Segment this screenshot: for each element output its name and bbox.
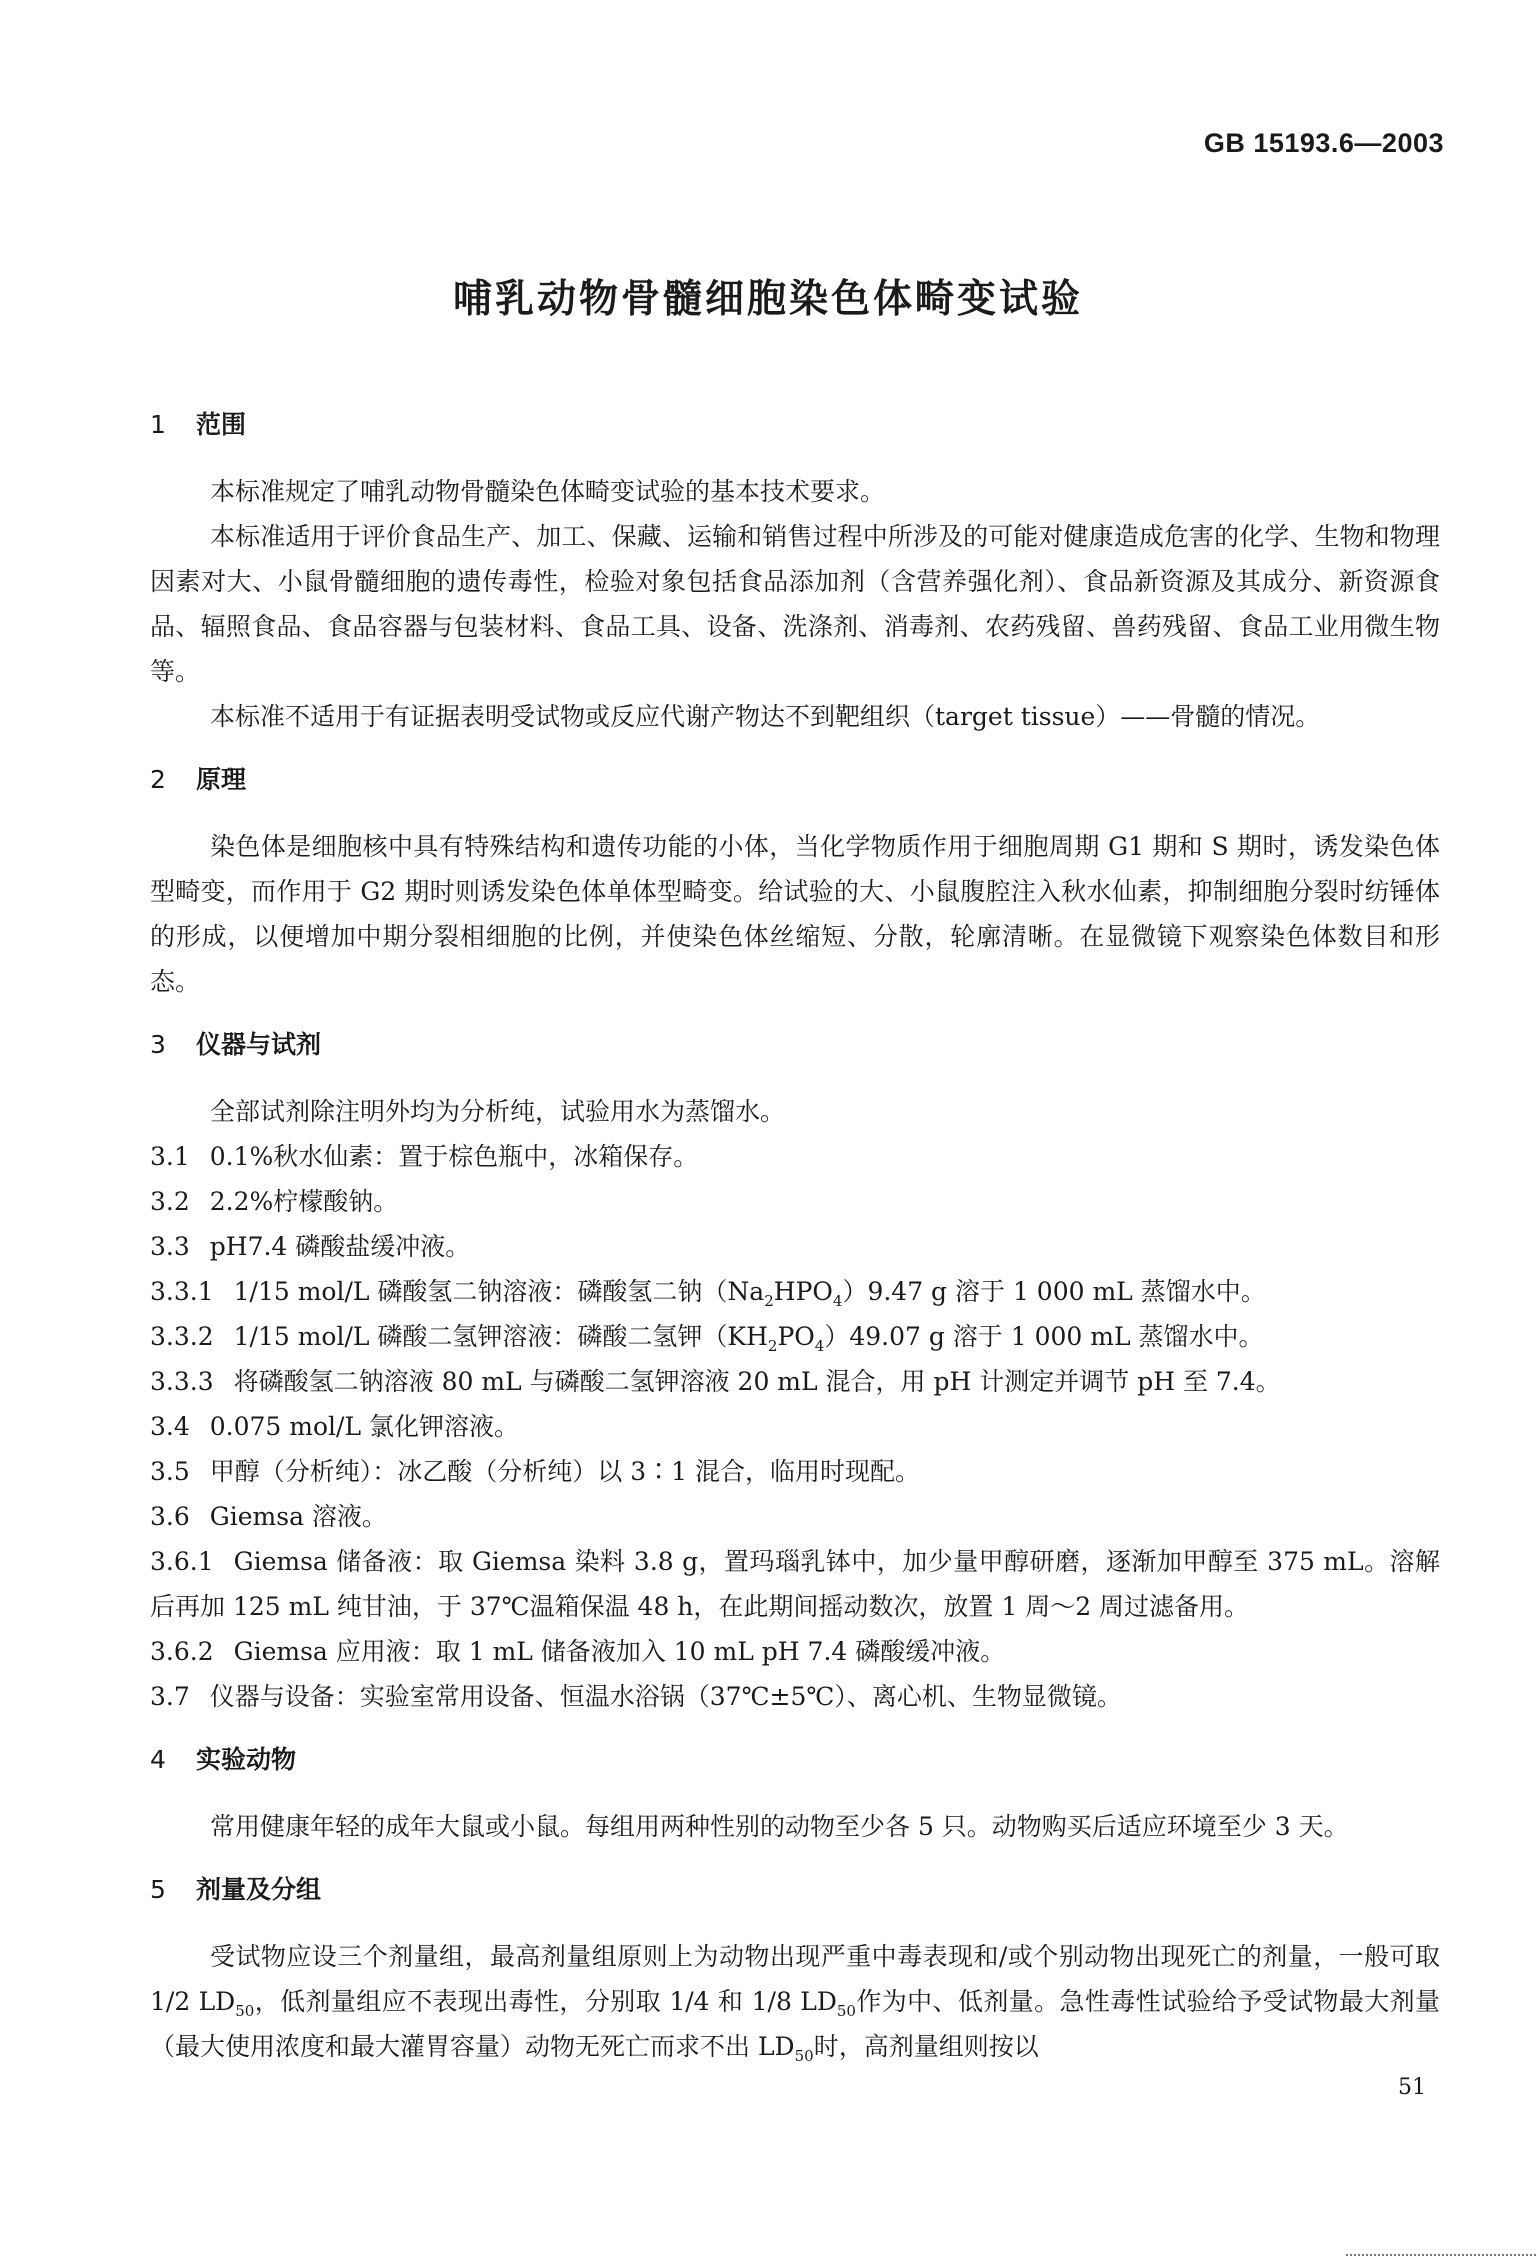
standard-code: GB 15193.6—2003	[1203, 128, 1444, 158]
item-text: ）9.47 g 溶于 1 000 mL 蒸馏水中。	[842, 1277, 1266, 1306]
section-title: 原理	[196, 765, 247, 794]
section-heading-scope	[150, 402, 1440, 447]
list-item	[150, 1179, 1440, 1224]
subscript: 2	[764, 1292, 774, 1310]
item-number: 3.2	[150, 1187, 190, 1216]
item-text: Giemsa 溶液。	[209, 1502, 387, 1531]
item-text: 2.2%柠檬酸钠。	[209, 1187, 399, 1216]
item-number: 3.5	[150, 1457, 190, 1486]
paragraph: 染色体是细胞核中具有特殊结构和遗传功能的小体，当化学物质作用于细胞周期 G1 期和 S 期时，诱发染色体型畸变，而作用于 G2 期时则诱发染色体单体型畸变。给试验的大、小鼠腹腔注入秋水仙素，抑制细胞分裂时纺锤体的形成，以便增加中期分裂相细胞的比例，并使染色体丝缩短、分散，轮廓清晰。在显微镜下观察染色体数目和形态。	[150, 832, 1440, 996]
list-item	[150, 1134, 1440, 1179]
section-number: 3	[150, 1030, 166, 1059]
document-body	[150, 402, 1440, 2069]
subscript: 2	[767, 1337, 778, 1355]
list-item	[150, 1539, 1440, 1629]
list-item	[150, 1674, 1440, 1719]
paragraph: 本标准适用于评价食品生产、加工、保藏、运输和销售过程中所涉及的可能对健康造成危害的化学、生物和物理因素对大、小鼠骨髓细胞的遗传毒性，检验对象包括食品添加剂（含营养强化剂）、食品新资源及其成分、新资源食品、辐照食品、食品容器与包装材料、食品工具、设备、洗涤剂、消毒剂、农药残留、兽药残留、食品工业用微生物等。	[150, 522, 1440, 686]
section-number: 5	[150, 1875, 166, 1904]
section-heading-animals	[150, 1737, 1440, 1782]
item-number: 3.6.1	[150, 1547, 214, 1576]
section-title: 实验动物	[196, 1745, 297, 1774]
item-number: 3.1	[150, 1142, 190, 1171]
section-title: 范围	[196, 410, 247, 439]
item-number: 3.6.2	[150, 1637, 214, 1666]
section-number: 1	[150, 410, 166, 439]
scan-edge-rule	[1346, 2254, 1536, 2258]
list-item	[150, 1494, 1440, 1539]
item-text: 1/15 mol/L 磷酸二氢钾溶液：磷酸二氢钾（KH	[233, 1322, 768, 1351]
item-text: Giemsa 储备液：取 Giemsa 染料 3.8 g，置玛瑙乳钵中，加少量甲醇研磨，逐渐加甲醇至 375 mL。溶解后再加 125 mL 纯甘油，于 37℃温箱保温 48 h，在此期间摇动数次，放置 1 周～2 周过滤备用。	[150, 1547, 1440, 1621]
section-title: 剂量及分组	[196, 1875, 322, 1904]
item-number: 3.6	[150, 1502, 190, 1531]
section-heading-instruments	[150, 1022, 1440, 1067]
section-heading-principle	[150, 757, 1440, 802]
item-number: 3.4	[150, 1412, 190, 1441]
list-item	[150, 1224, 1440, 1269]
paragraph-text: ，低剂量组应不表现出毒性，分别取 1/4 和 1/8 LD	[254, 1987, 837, 2016]
item-number: 3.3.2	[150, 1322, 214, 1351]
section-number: 4	[150, 1745, 166, 1774]
item-text: ）49.07 g 溶于 1 000 mL 蒸馏水中。	[824, 1322, 1264, 1351]
subscript: 4	[814, 1337, 825, 1355]
item-text: 0.1%秋水仙素：置于棕色瓶中，冰箱保存。	[209, 1142, 699, 1171]
paragraph: 本标准规定了哺乳动物骨髓染色体畸变试验的基本技术要求。	[210, 477, 886, 506]
item-text: 仪器与设备：实验室常用设备、恒温水浴锅（37℃±5℃）、离心机、生物显微镜。	[209, 1682, 1122, 1711]
section-heading-dosage	[150, 1867, 1440, 1912]
paragraph-text: 作为中、低剂量。急性毒性试验给予受试物最大剂量（最大使用浓度和最大灌胃容量）动物无死亡而求不出 LD	[150, 1987, 1441, 2061]
list-item	[150, 1404, 1440, 1449]
subscript: 50	[235, 2002, 255, 2020]
list-item	[150, 1359, 1440, 1404]
paragraph: 常用健康年轻的成年大鼠或小鼠。每组用两种性别的动物至少各 5 只。动物购买后适应环境至少 3 天。	[210, 1812, 1349, 1841]
paragraph-text: 受试物应设三个剂量组，最高剂量组原则上为动物出现严重中毒表现和/或个别动物出现死亡的剂量，一般可取 1/2 LD	[150, 1942, 1440, 2016]
item-number: 3.7	[150, 1682, 190, 1711]
subscript: 50	[794, 2047, 814, 2065]
item-text: HPO	[773, 1277, 833, 1306]
paragraph: 全部试剂除注明外均为分析纯，试验用水为蒸馏水。	[210, 1097, 786, 1126]
list-item	[150, 1629, 1440, 1674]
paragraph: 本标准不适用于有证据表明受试物或反应代谢产物达不到靶组织（target tissue）——骨髓的情况。	[210, 702, 1321, 731]
item-text: Giemsa 应用液：取 1 mL 储备液加入 10 mL pH 7.4 磷酸缓冲液。	[233, 1637, 1006, 1666]
subscript: 4	[832, 1292, 843, 1310]
section-title: 仪器与试剂	[196, 1030, 322, 1059]
item-text: pH7.4 磷酸盐缓冲液。	[209, 1232, 471, 1261]
item-text: 将磷酸氢二钠溶液 80 mL 与磷酸二氢钾溶液 20 mL 混合，用 pH 计测定并调节 pH 至 7.4。	[233, 1367, 1281, 1396]
document-title: 哺乳动物骨髓细胞染色体畸变试验	[452, 277, 1083, 322]
list-item	[150, 1314, 1440, 1359]
paragraph	[150, 1934, 1440, 2069]
item-text: 甲醇（分析纯）：冰乙酸（分析纯）以 3∶1 混合，临用时现配。	[209, 1457, 920, 1486]
subscript: 50	[836, 2002, 856, 2020]
section-number: 2	[150, 765, 166, 794]
item-text: PO	[777, 1322, 815, 1351]
list-item	[150, 1449, 1440, 1494]
item-number: 3.3.1	[150, 1277, 214, 1306]
item-text: 0.075 mol/L 氯化钾溶液。	[209, 1412, 520, 1441]
item-number: 3.3	[150, 1232, 190, 1261]
list-item	[150, 1269, 1440, 1314]
page-number: 51	[1398, 2075, 1426, 2100]
item-number: 3.3.3	[150, 1367, 214, 1396]
item-text: 1/15 mol/L 磷酸氢二钠溶液：磷酸氢二钠（Na	[233, 1277, 765, 1306]
paragraph-text: 时，高剂量组则按以	[813, 2032, 1039, 2061]
